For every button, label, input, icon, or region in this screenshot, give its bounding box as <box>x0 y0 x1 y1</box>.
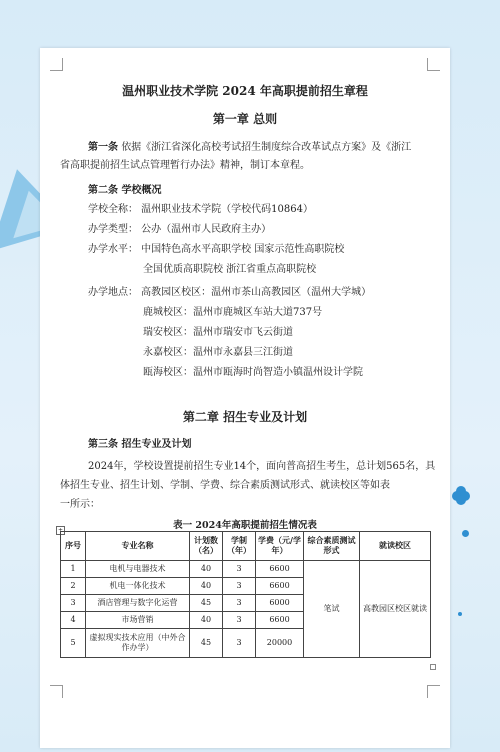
school-name: 学校全称： 温州职业技术学院（学校代码10864） <box>88 204 313 215</box>
cell-fee: 6000 <box>256 595 304 612</box>
school-level-1: 办学水平： 中国特色高水平高职学校 国家示范性高职院校 <box>88 244 345 255</box>
header-no: 序号 <box>61 532 86 561</box>
document-page <box>40 48 450 748</box>
school-type: 办学类型： 公办（温州市人民政府主办） <box>88 224 272 235</box>
table-caption: 表一 2024年高职提前招生情况表 <box>173 520 317 531</box>
article-1-text: 依据《浙江省深化高校考试招生制度综合改革试点方案》及《浙江 <box>121 142 412 153</box>
enrollment-table <box>60 531 431 658</box>
cell-no: 5 <box>61 629 86 658</box>
campus-ruian: 瑞安校区：温州市瑞安市飞云街道 <box>143 327 293 338</box>
cell-years: 3 <box>223 629 256 658</box>
table-header-row <box>61 532 431 561</box>
margin-corner-mark <box>50 685 63 698</box>
margin-corner-mark <box>50 58 63 71</box>
cell-no: 1 <box>61 561 86 578</box>
article-3-heading: 第三条 招生专业及计划 <box>88 439 192 450</box>
article-1-line-1 <box>88 138 411 153</box>
article-2-heading: 第二条 学校概况 <box>88 185 162 196</box>
cell-years: 3 <box>223 561 256 578</box>
cell-major: 机电一体化技术 <box>86 578 190 595</box>
cell-fee: 6600 <box>256 561 304 578</box>
cell-no: 3 <box>61 595 86 612</box>
article-3-line-1: 2024年，学校设置提前招生专业14个，面向普高招生考生，总计划565名，具 <box>88 461 436 472</box>
article-3-line-3: 一所示： <box>60 499 100 510</box>
cell-no: 2 <box>61 578 86 595</box>
chapter-1-heading: 第一章 总则 <box>212 112 278 126</box>
cell-fee: 6600 <box>256 578 304 595</box>
header-major: 专业名称 <box>86 532 190 561</box>
campus-ouhai: 瓯海校区：温州市瓯海时尚智造小镇温州设计学院 <box>143 367 363 378</box>
cell-test-form: 笔试 <box>304 561 360 658</box>
cell-plan: 40 <box>190 612 223 629</box>
cell-plan: 45 <box>190 629 223 658</box>
move-anchor-icon[interactable]: + <box>57 527 64 534</box>
cell-plan: 40 <box>190 578 223 595</box>
cell-plan: 45 <box>190 595 223 612</box>
campus-yongjia: 永嘉校区：温州市永嘉县三江街道 <box>143 347 293 358</box>
table-resize-handle[interactable] <box>430 664 436 670</box>
cell-fee: 20000 <box>256 629 304 658</box>
cell-fee: 6600 <box>256 612 304 629</box>
header-fee: 学费（元/学年） <box>256 532 304 561</box>
margin-corner-mark <box>427 58 440 71</box>
article-1-line-2: 省高职提前招生试点管理暂行办法》精神，制订本章程。 <box>60 160 310 171</box>
school-level-2: 全国优质高职院校 浙江省重点高职院校 <box>143 264 317 275</box>
cell-years: 3 <box>223 612 256 629</box>
header-years: 学制（年） <box>223 532 256 561</box>
campus-main: 办学地点： 高教园区校区：温州市茶山高教园区（温州大学城） <box>88 287 372 298</box>
cell-no: 4 <box>61 612 86 629</box>
cell-major: 酒店管理与数字化运营 <box>86 595 190 612</box>
decorative-dot <box>458 612 462 616</box>
chapter-2-heading: 第二章 招生专业及计划 <box>182 410 308 424</box>
decorative-flower-icon <box>452 486 470 504</box>
cell-campus: 高教园区校区就读 <box>360 561 431 658</box>
table-row <box>61 561 431 578</box>
header-test-form: 综合素质测试形式 <box>304 532 360 561</box>
cell-major: 虚拟现实技术应用（中外合作办学） <box>86 629 190 658</box>
campus-lucheng: 鹿城校区：温州市鹿城区车站大道737号 <box>143 307 323 318</box>
header-plan: 计划数（名） <box>190 532 223 561</box>
margin-corner-mark <box>427 685 440 698</box>
article-1-label: 第一条 <box>88 142 118 153</box>
decorative-dot <box>462 530 469 537</box>
cell-major: 市场营销 <box>86 612 190 629</box>
document-title: 温州职业技术学院 2024 年高职提前招生章程 <box>122 84 368 98</box>
cell-major: 电机与电器技术 <box>86 561 190 578</box>
header-campus: 就读校区 <box>360 532 431 561</box>
cell-plan: 40 <box>190 561 223 578</box>
article-3-line-2: 体招生专业、招生计划、学制、学费、综合素质测试形式、就读校区等如表 <box>60 480 390 491</box>
cell-years: 3 <box>223 578 256 595</box>
cell-years: 3 <box>223 595 256 612</box>
